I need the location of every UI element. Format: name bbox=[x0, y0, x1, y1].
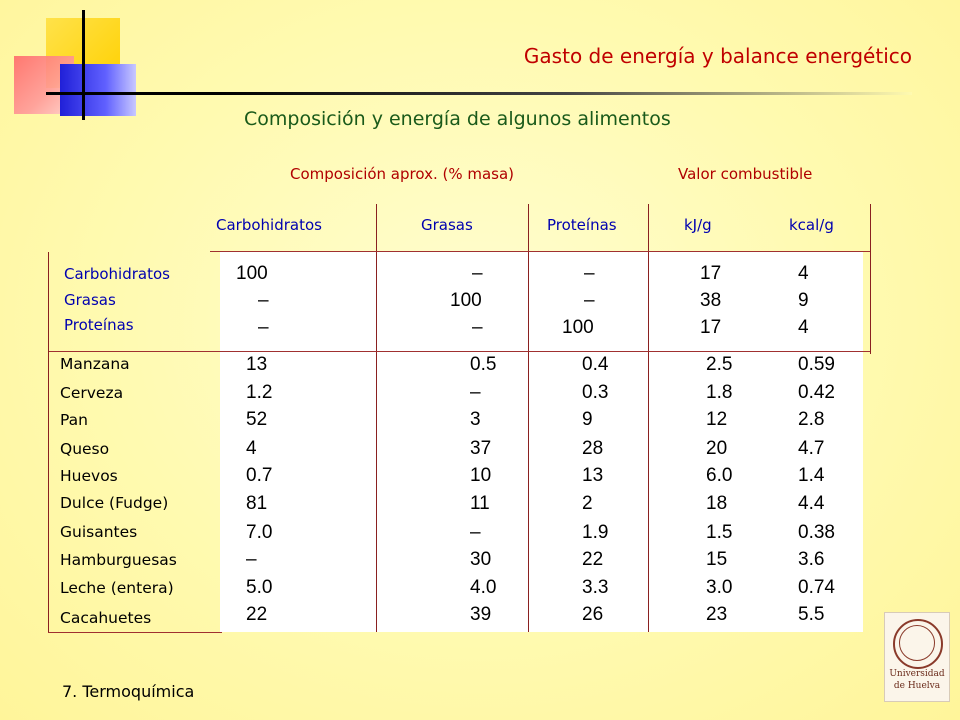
food-row-label: Cacahuetes bbox=[60, 609, 152, 627]
food-row-label: Queso bbox=[60, 440, 110, 458]
table-cell: 0.42 bbox=[798, 382, 835, 403]
food-row-label: Pan bbox=[60, 411, 88, 429]
table-cell: – bbox=[470, 382, 481, 403]
table-cell: 4 bbox=[246, 438, 257, 459]
table-cell: 5.5 bbox=[798, 604, 825, 625]
reference-separator bbox=[48, 351, 870, 352]
table-cell: 10 bbox=[470, 465, 492, 486]
table-cell: 17 bbox=[700, 317, 722, 338]
table-cell: – bbox=[472, 263, 483, 284]
fuel-value-group-header: Valor combustible bbox=[678, 165, 813, 183]
column-header-proteins: Proteínas bbox=[547, 216, 617, 234]
table-cell: 100 bbox=[562, 317, 594, 338]
table-cell: 3.3 bbox=[582, 577, 609, 598]
food-row-label: Guisantes bbox=[60, 523, 138, 541]
table-cell: 13 bbox=[246, 354, 268, 375]
slide-subtitle: Composición y energía de algunos alimentos bbox=[244, 108, 671, 130]
table-cell: 0.4 bbox=[582, 354, 609, 375]
column-header-carbohydrates: Carbohidratos bbox=[216, 216, 322, 234]
table-cell: 38 bbox=[700, 290, 722, 311]
food-row-label: Manzana bbox=[60, 355, 130, 373]
table-cell: 0.3 bbox=[582, 382, 609, 403]
column-header-kcal-per-g: kcal/g bbox=[789, 216, 834, 234]
food-row-label: Dulce (Fudge) bbox=[60, 494, 169, 512]
food-row-label: Hamburguesas bbox=[60, 551, 177, 569]
reference-row-label: Proteínas bbox=[64, 316, 134, 334]
table-cell: 1.8 bbox=[706, 382, 733, 403]
table-cell: 2.8 bbox=[798, 409, 825, 430]
table-cell: – bbox=[258, 290, 269, 311]
table-cell: 18 bbox=[706, 493, 728, 514]
column-separator bbox=[648, 204, 649, 632]
slide-title: Gasto de energía y balance energético bbox=[523, 44, 912, 68]
table-cell: 0.74 bbox=[798, 577, 835, 598]
table-cell: 9 bbox=[798, 290, 809, 311]
header-separator bbox=[210, 251, 870, 252]
composition-group-header: Composición aprox. (% masa) bbox=[290, 165, 515, 183]
table-cell: – bbox=[258, 317, 269, 338]
table-cell: 11 bbox=[470, 493, 490, 514]
table-cell: 4 bbox=[798, 317, 809, 338]
table-cell: 100 bbox=[236, 263, 268, 284]
table-cell: 1.5 bbox=[706, 522, 733, 543]
table-cell: 23 bbox=[706, 604, 728, 625]
logo-text-line1: Universidad bbox=[889, 669, 945, 679]
chapter-footer: 7. Termoquímica bbox=[62, 682, 195, 701]
table-cell: 0.7 bbox=[246, 465, 273, 486]
table-cell: 1.2 bbox=[246, 382, 273, 403]
table-body bbox=[220, 252, 863, 632]
logo-text-line2: de Huelva bbox=[893, 681, 941, 691]
table-cell: 52 bbox=[246, 409, 268, 430]
table-cell: 100 bbox=[450, 290, 482, 311]
table-cell: 1.9 bbox=[582, 522, 609, 543]
reference-row-label: Grasas bbox=[64, 291, 116, 309]
table-cell: 3 bbox=[470, 409, 481, 430]
table-cell: 5.0 bbox=[246, 577, 273, 598]
food-row-label: Huevos bbox=[60, 467, 118, 485]
table-cell: 1.4 bbox=[798, 465, 825, 486]
table-cell: – bbox=[472, 317, 483, 338]
table-right-border bbox=[870, 204, 871, 354]
seal-inner-ring-icon bbox=[899, 625, 935, 661]
table-cell: 0.5 bbox=[470, 354, 497, 375]
table-bottom-border bbox=[48, 632, 222, 633]
table-cell: 15 bbox=[706, 549, 728, 570]
table-cell: 2 bbox=[582, 493, 593, 514]
table-cell: 6.0 bbox=[706, 465, 733, 486]
decorative-vertical-line bbox=[82, 10, 85, 120]
table-cell: 0.59 bbox=[798, 354, 835, 375]
column-separator bbox=[528, 204, 529, 632]
table-cell: 4.7 bbox=[798, 438, 825, 459]
table-cell: 4.4 bbox=[798, 493, 825, 514]
column-header-fats: Grasas bbox=[421, 216, 473, 234]
table-cell: 2.5 bbox=[706, 354, 733, 375]
table-cell: – bbox=[246, 549, 257, 570]
table-cell: 39 bbox=[470, 604, 492, 625]
table-cell: 20 bbox=[706, 438, 728, 459]
column-separator bbox=[376, 204, 377, 632]
table-cell: 22 bbox=[246, 604, 268, 625]
table-cell: 7.0 bbox=[246, 522, 273, 543]
table-cell: 3.0 bbox=[706, 577, 733, 598]
reference-row-label: Carbohidratos bbox=[64, 265, 170, 283]
table-cell: – bbox=[584, 290, 595, 311]
table-cell: 4 bbox=[798, 263, 809, 284]
table-cell: 0.38 bbox=[798, 522, 835, 543]
table-cell: 28 bbox=[582, 438, 604, 459]
table-cell: 3.6 bbox=[798, 549, 825, 570]
table-cell: 22 bbox=[582, 549, 604, 570]
table-left-border bbox=[48, 252, 49, 632]
table-cell: 37 bbox=[470, 438, 492, 459]
column-header-kj-per-g: kJ/g bbox=[684, 216, 712, 234]
food-row-label: Cerveza bbox=[60, 384, 124, 402]
table-cell: 9 bbox=[582, 409, 593, 430]
table-cell: – bbox=[470, 522, 481, 543]
table-cell: 12 bbox=[706, 409, 728, 430]
table-cell: 26 bbox=[582, 604, 604, 625]
table-cell: 4.0 bbox=[470, 577, 497, 598]
header-divider-line bbox=[46, 92, 912, 95]
table-cell: 30 bbox=[470, 549, 492, 570]
table-cell: 17 bbox=[700, 263, 722, 284]
table-cell: – bbox=[584, 263, 595, 284]
table-cell: 81 bbox=[246, 493, 268, 514]
university-logo bbox=[884, 612, 950, 702]
table-cell: 13 bbox=[582, 465, 604, 486]
decorative-blue-square bbox=[60, 64, 136, 116]
food-row-label: Leche (entera) bbox=[60, 579, 174, 597]
